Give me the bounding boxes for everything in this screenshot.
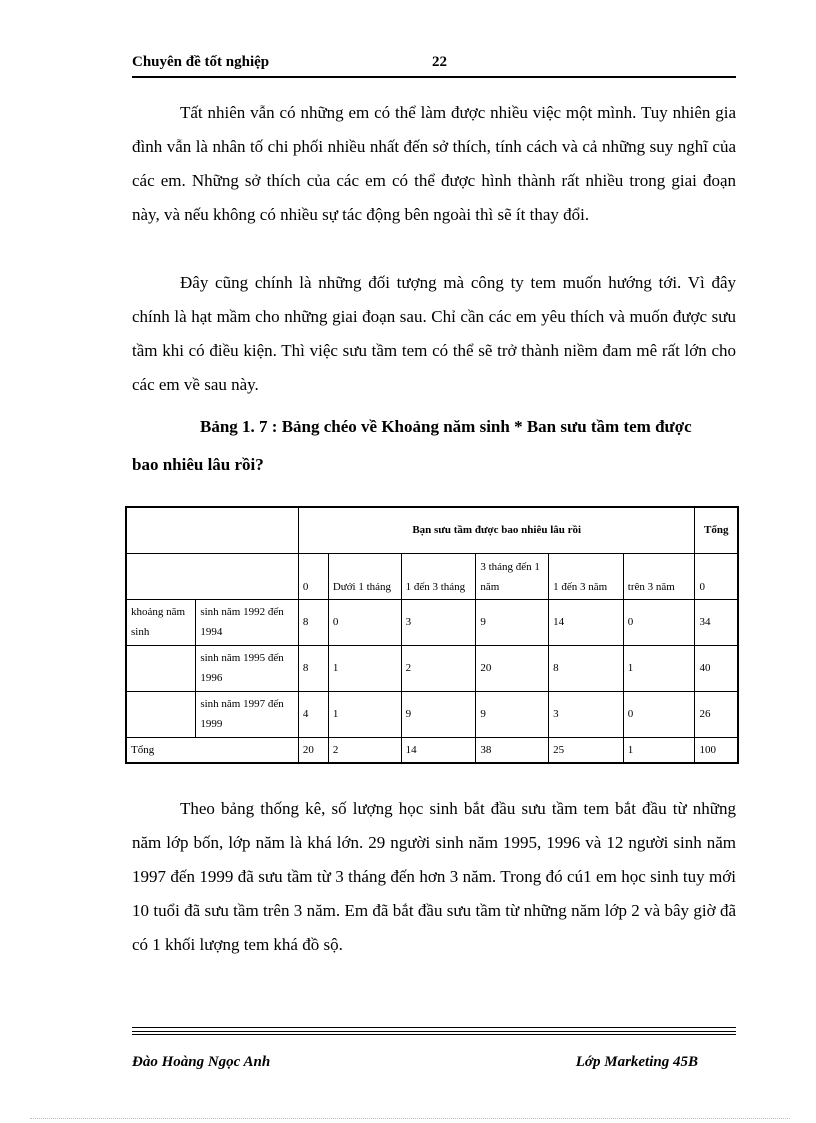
- table-header-row-1: [126, 507, 738, 553]
- table-cell: 100: [695, 737, 738, 763]
- table-cell: 0: [623, 691, 695, 737]
- corner-cell-2: [126, 553, 298, 599]
- table-row: [126, 691, 738, 737]
- row-group-label: khoảng năm sinh: [126, 599, 196, 645]
- table-cell: 9: [401, 691, 476, 737]
- row-label: sinh năm 1997 đến 1999: [196, 691, 299, 737]
- page-edge: [30, 1118, 790, 1119]
- table-cell: 2: [328, 737, 401, 763]
- total-header: Tổng: [695, 507, 738, 553]
- table-cell: 3: [549, 691, 624, 737]
- document-title: Chuyên đề tốt nghiệp: [132, 54, 270, 70]
- table-cell: 8: [298, 599, 328, 645]
- table-cell: 20: [298, 737, 328, 763]
- footer-divider: [132, 1034, 736, 1035]
- column-header: Dưới 1 tháng: [328, 553, 401, 599]
- column-header: 3 tháng đến 1 năm: [476, 553, 549, 599]
- column-header: 0: [695, 553, 738, 599]
- table-cell: 1: [623, 645, 695, 691]
- paragraph-3: Theo bảng thống kê, số lượng học sinh bắt đầu sưu tầm tem bắt đầu từ những năm lớp bốn, lớp năm là khá lớn. 29 người sinh năm 1995, 1996 và 12 người sinh năm 1997 đến 1999 đã sưu tầm từ 3 tháng đến hơn 3 năm. Trong đó cú1 em học sinh tuy mới 10 tuổi đã sưu tầm trên 3 năm. Em đã bắt đầu sưu tầm từ những năm lớp 2 và bây giờ đã có 1 khối lượng tem khá đồ sộ.: [132, 799, 736, 954]
- empty-cell: [126, 691, 196, 737]
- table-cell: 8: [549, 645, 624, 691]
- table-cell: 14: [549, 599, 624, 645]
- table-cell: 9: [476, 599, 549, 645]
- table-row: [126, 599, 738, 645]
- table-cell: 26: [695, 691, 738, 737]
- table-cell: 9: [476, 691, 549, 737]
- table-header-row-2: [126, 553, 738, 599]
- caption-line-2: bao nhiêu lâu rồi?: [132, 455, 264, 474]
- row-label: sinh năm 1995 đến 1996: [196, 645, 299, 691]
- table-cell: 14: [401, 737, 476, 763]
- table-cell: 40: [695, 645, 738, 691]
- column-header: trên 3 năm: [623, 553, 695, 599]
- page-header: [132, 52, 736, 78]
- column-header: 0: [298, 553, 328, 599]
- caption-line-1: Bảng 1. 7 : Bảng chéo về Khoảng năm sinh * Ban sưu tầm tem được: [200, 417, 692, 436]
- table-cell: 34: [695, 599, 738, 645]
- column-header: 1 đến 3 năm: [549, 553, 624, 599]
- table-cell: 0: [328, 599, 401, 645]
- table-total-row: [126, 737, 738, 763]
- footer-class: Lớp Marketing 45B: [575, 1054, 698, 1070]
- total-row-label: Tổng: [126, 737, 298, 763]
- table-cell: 2: [401, 645, 476, 691]
- table-cell: 1: [328, 645, 401, 691]
- group-header: Bạn sưu tầm được bao nhiêu lâu rồi: [298, 507, 695, 553]
- table-cell: 4: [298, 691, 328, 737]
- column-header: 1 đến 3 tháng: [401, 553, 476, 599]
- table-row: [126, 645, 738, 691]
- footer-divider: [132, 1031, 736, 1032]
- table-cell: 3: [401, 599, 476, 645]
- table-cell: 8: [298, 645, 328, 691]
- row-label: sinh năm 1992 đến 1994: [196, 599, 299, 645]
- table-caption: [132, 408, 740, 484]
- table-cell: 20: [476, 645, 549, 691]
- table-cell: 1: [328, 691, 401, 737]
- table-cell: 25: [549, 737, 624, 763]
- footer-author: Đào Hoàng Ngọc Anh: [132, 1054, 271, 1070]
- table-cell: 1: [623, 737, 695, 763]
- table-cell: 0: [623, 599, 695, 645]
- corner-cell: [126, 507, 298, 553]
- footer-divider: [132, 1027, 736, 1028]
- paragraph-2: Đây cũng chính là những đối tượng mà công ty tem muốn hướng tới. Vì đây chính là hạt mầm cho những giai đoạn sau. Chỉ cần các em yêu thích và muốn được sưu tầm khi có điều kiện. Thì việc sưu tầm tem có thể sẽ trở thành niềm đam mê rất lớn cho các em về sau này.: [132, 273, 736, 394]
- table-cell: 38: [476, 737, 549, 763]
- paragraph-1: Tất nhiên vẫn có những em có thể làm được nhiều việc một mình. Tuy nhiên gia đình vẫn là nhân tố chi phối nhiều nhất đến sở thích, tính cách và cả những suy nghĩ của các em. Những sở thích của các em có thể được hình thành rất nhiều trong giai đoạn này, và nếu không có nhiều sự tác động bên ngoài thì sẽ ít thay đổi.: [132, 103, 736, 224]
- empty-cell: [126, 645, 196, 691]
- page-number: 22: [432, 54, 447, 70]
- crosstab-table: [125, 506, 739, 764]
